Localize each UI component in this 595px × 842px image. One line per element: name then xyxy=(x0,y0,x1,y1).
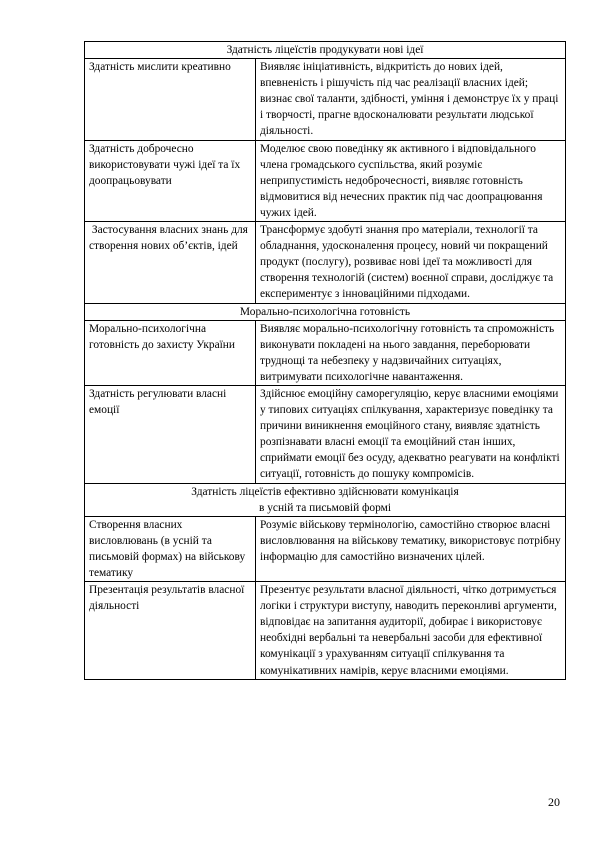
description-cell: Здійснює емоційну саморегуляцію, керує власними емоціями у типових ситуаціях спілкування, характеризує поведінку та причини виникнення емоційного стану, виявляє здатність розпізнавати власні емоції та емоційний стан інших, сприймати емоції без осуду, адекватно реагувати на конфлікті ситуації, готовність до пошуку компромісів. xyxy=(256,385,566,483)
competence-cell: Створення власних висловлювань (в усній та письмовій формах) на військову тематику xyxy=(85,516,256,581)
table-row xyxy=(85,59,566,140)
table-row xyxy=(85,222,566,303)
section-header-row xyxy=(85,303,566,320)
section-title-line: в усній та письмовій формі xyxy=(258,501,391,514)
competence-cell: Морально-психологічна готовність до захисту України xyxy=(85,320,256,385)
page-number: 20 xyxy=(548,795,560,809)
section-title-line: Здатність ліцеїстів ефективно здійснювати комунікація xyxy=(191,485,459,498)
description-cell: Моделює свою поведінку як активного і відповідального члена громадського суспільства, який розуміє неприпустимість недоброчесності, виявляє готовність відмовитися від нечесних практик під час доопрацювання чужих ідей. xyxy=(256,140,566,221)
table-row xyxy=(85,320,566,385)
competence-cell: Презентація результатів власної діяльності xyxy=(85,582,256,680)
table-row xyxy=(85,140,566,221)
table-row xyxy=(85,516,566,581)
table-row xyxy=(85,582,566,680)
competence-cell: Здатність доброчесно використовувати чужі ідеї та їх доопрацьовувати xyxy=(85,140,256,221)
competence-cell: Здатність регулювати власні емоції xyxy=(85,385,256,483)
description-cell: Презентує результати власної діяльності, чітко дотримується логіки і структури виступу, наводить переконливі аргументи, відповідає на запитання аудиторії, добирає і використовує необхідні вербальні та невербальні засоби для ефективної комунікації з урахуванням ситуації спілкування та комунікативних намірів, керує власними емоціями. xyxy=(256,582,566,680)
competence-cell: Здатність мислити креативно xyxy=(85,59,256,140)
section-header-row xyxy=(85,42,566,59)
section-title-ideas: Здатність ліцеїстів продукувати нові ідеї xyxy=(85,42,566,59)
description-cell: Трансформує здобуті знання про матеріали, технології та обладнання, удосконалення процесу, новий чи покращений продукт (послугу), розвиває нові ідеї та можливості для створення технологій (систем) воєнної справи, досліджує та експериментує з інноваційними підходами. xyxy=(256,222,566,303)
description-cell: Виявляє морально-психологічну готовність та спроможність виконувати покладені на нього завдання, переборювати труднощі та небезпеку у надзвичайних ситуаціях, витримувати психологічне навантаження. xyxy=(256,320,566,385)
table-row xyxy=(85,385,566,483)
competence-table xyxy=(84,41,566,680)
competence-cell: Застосування власних знань для створення нових об’єктів, ідей xyxy=(85,222,256,303)
section-header-row xyxy=(85,483,566,516)
section-title-communication xyxy=(85,483,566,516)
description-cell: Розуміє військову термінологію, самостійно створює власні висловлювання на військову тематику, використовує потрібну інформацію для самостійно визначених цілей. xyxy=(256,516,566,581)
description-cell: Виявляє ініціативність, відкритість до нових ідей, впевненість і рішучість під час реалізації власних ідей; визнає свої таланти, здібності, уміння і демонструє їх у праці і творчості, прагне вдосконалювати результати людської діяльності. xyxy=(256,59,566,140)
section-title-moral: Морально-психологічна готовність xyxy=(85,303,566,320)
